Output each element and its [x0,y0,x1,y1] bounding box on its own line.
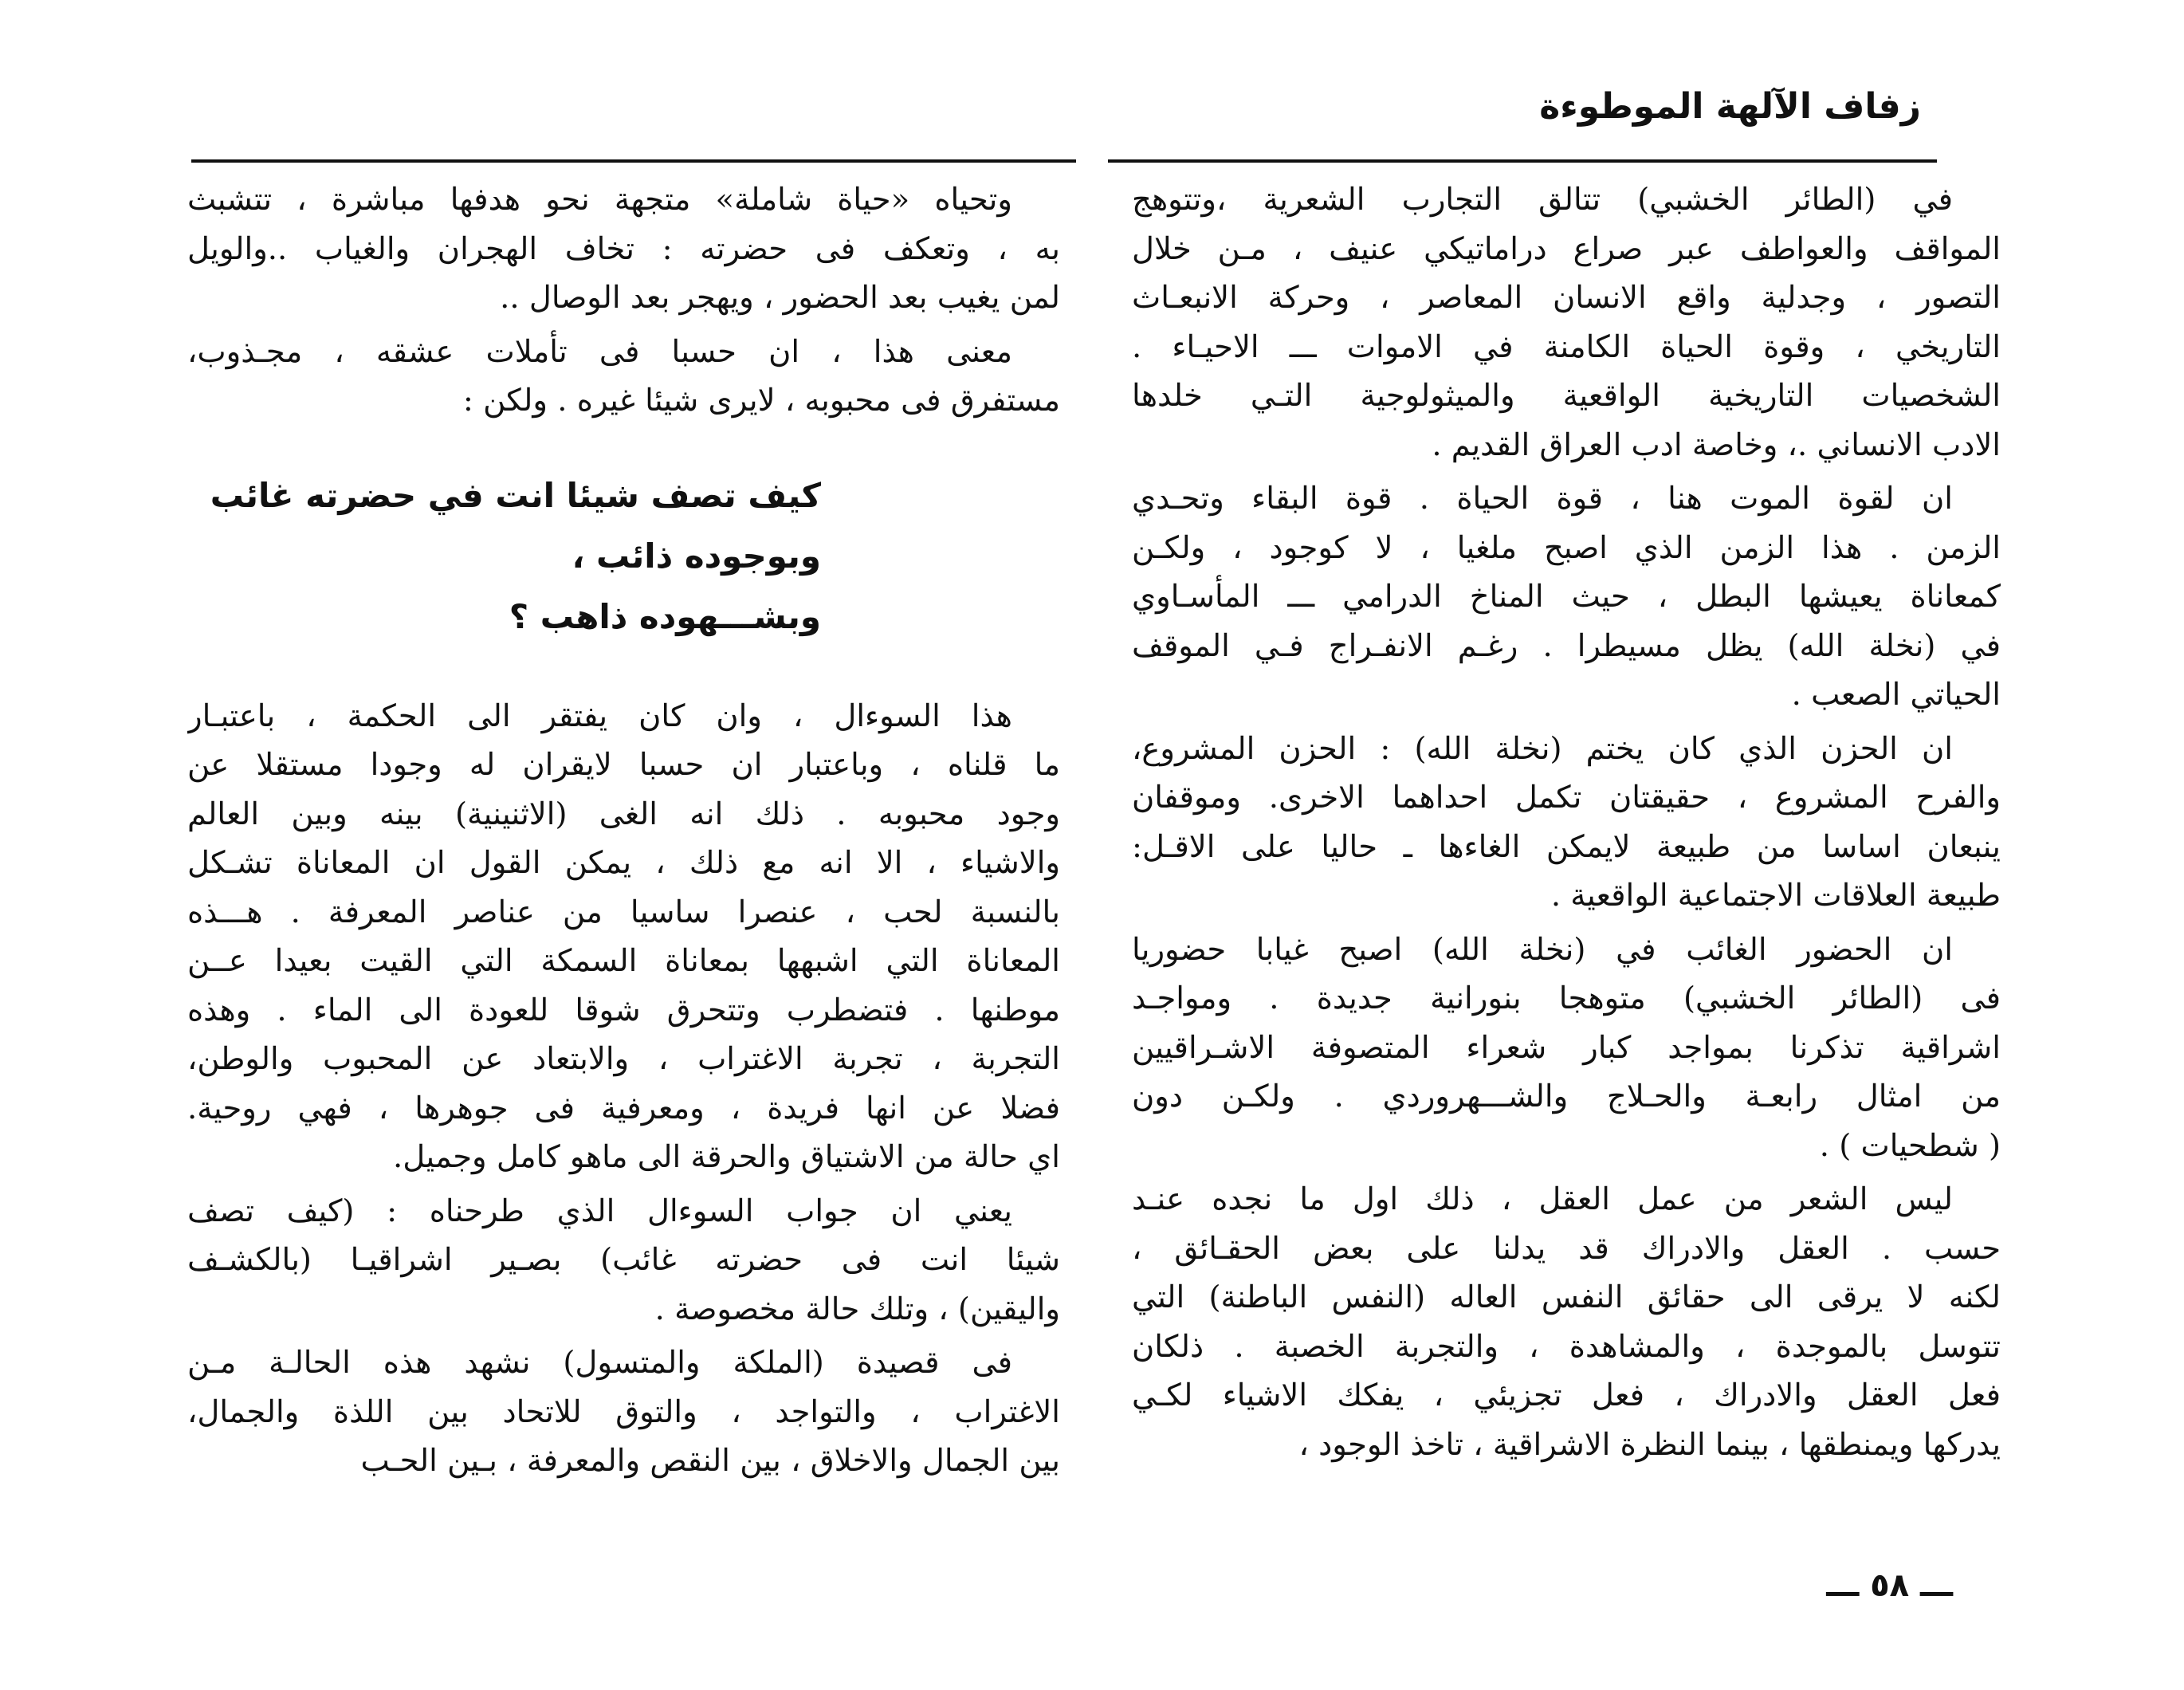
text-line: فعل العقل والادراك ، فعل تجزيئي ، يفكك الاشياء لكـي [1132,1378,2001,1413]
text-line: والفرح المشروع ، حقيقتان تكمل احداهما الاخرى. وموقفان [1132,780,2001,816]
text-line: بالنسبة لحب ، عنصرا ساسيا من عناصر المعرفة . هـــذه [187,894,1060,930]
paragraph [1132,474,2001,720]
text-line: وتحياه «حياة شاملة» متجهة نحو هدفها مباشرة ، تتشبث [187,182,1012,218]
text-line: ( شطحيات ) . [1819,1127,2001,1164]
poem-line: كيف تصف شيئا انت في حضرته غائب [210,475,821,515]
text-line: اي حالة من الاشتياق والحرقة الى ماهو كامل وجميل. [392,1139,1060,1175]
text-line: والاشياء ، الا انه مع ذلك ، يمكن القول ان المعاناة تشـكل [187,845,1060,881]
paragraph [187,1187,1060,1334]
text-line: الشخصيات التاريخية الواقعية والميثولوجية التـي خلدها [1132,378,2001,414]
text-line: المعاناة التي اشبهها بمعاناة السمكة التي القيت بعيدا عــن [187,943,1060,979]
text-line: ان الحزن الذي كان يختم (نخلة الله) : الحزن المشروع، [1132,730,1953,767]
text-line: المواقف والعواطف عبر صراع دراماتيكي عنيف ، مـن خلال [1132,230,2001,267]
paragraph [187,692,1060,1182]
text-line: بين الجمال والاخلاق ، بين النقص والمعرفة ، بـين الحـب [360,1443,1060,1479]
text-line: كمعاناة يعيشها البطل ، حيث المناخ الدرامي ـــ المأسـاوي [1132,579,2001,615]
text-line: لمن يغيب بعد الحضور ، ويهجر بعد الوصال .. [500,280,1060,316]
paragraph [187,328,1060,426]
paragraph [1132,175,2001,470]
text-line: به ، وتعكف فى حضرته : تخاف الهجران والغياب ..والويل [187,230,1060,267]
text-line: فى قصيدة (الملكة والمتسول) نشهد هذه الحالـة مـن [187,1345,1012,1381]
text-line: الادب الانساني .، وخاصة ادب العراق القديم . [1432,426,2001,463]
text-line: الاغتراب ، والتواجد ، والتوق للاتحاد بين اللذة والجمال، [187,1393,1060,1430]
text-line: في (الطائر الخشبي) تتالق التجارب الشعرية ،وتتوهج [1132,182,1953,218]
text-line: هذا السوءال ، وان كان يفتقر الى الحكمة ، باعتبـار [187,698,1012,734]
text-line: التاريخي ، وقوة الحياة الكامنة في الاموات ـــ الاحيـاء . [1132,328,2001,365]
text-line: اشراقية تذكرنا بمواجد كبار شعراء المتصوفة الاشـراقيين [1132,1029,2001,1066]
text-line: موطنها . فتضطرب وتتحرق شوقا للعودة الى الماء . وهذه [187,992,1060,1028]
paragraph [1132,926,2001,1171]
text-line: لكنه لا يرقى الى حقائق النفس العاله (النفس الباطنة) التي [1132,1279,2001,1315]
right-text-column [1132,175,2001,1474]
poem-line: وبشـــهوده ذاهب ؟ [509,596,821,636]
text-line: تتوسل بالموجدة ، والمشاهدة ، والتجربة الخصبة . ذلكان [1132,1328,2001,1365]
text-line: ينبعان اساسا من طبيعة لايمكن الغاءها ـ حاليا على الاقـل: [1132,828,2001,865]
header-rule-right [1108,159,1937,163]
text-line: فى (الطائر الخشبي) متوهجا بنورانية جديدة . ومواجـد [1132,981,2001,1016]
text-line: من امثال رابعـة والحـلاج والشـــهروردي . ولكـن دون [1132,1079,2001,1114]
text-line: التجربة ، تجربة الاغتراب ، والابتعاد عن المحبوب والوطن، [187,1041,1060,1077]
text-line: حسب . العقل والادراك قد يدلنا على بعض الحقـائق ، [1132,1230,2001,1267]
text-line: فضلا عن انها فريدة ، ومعرفية فى جوهرها ، فهي روحية. [187,1090,1060,1126]
text-line: التصور ، وجدلية واقع الانسان المعاصر ، وحركة الانبعـاث [1132,280,2001,316]
page-number: ـــ ٥٨ ـــ [1826,1567,1953,1604]
text-line: الزمن . هذا الزمن الذي اصبح ملغيا ، لا كوجود ، ولكـن [1132,529,2001,566]
poem-line: وبوجوده ذائب ، [572,536,821,576]
text-line: معنى هذا ، ان حسبا فى تأملات عشقه ، مجـذوب، [187,333,1012,370]
text-line: ان الحضور الغائب في (نخلة الله) اصبح غيابا حضوريا [1132,931,1953,968]
text-line: يدركها ويمنطقها ، بينما النظرة الاشراقية ، تاخذ الوجود ، [1298,1426,2001,1463]
text-line: واليقين) ، وتلك حالة مخصوصة . [654,1291,1060,1327]
text-line: ما قلناه ، وباعتبار ان حسبا لايقران له وجودا مستقلا عن [187,747,1060,783]
running-header-title: زفاف الآلهة الموطوءة [1539,86,1921,127]
paragraph [1132,1175,2001,1469]
text-line: يعني ان جواب السوءال الذي طرحناه : (كيف تصف [187,1193,1012,1229]
text-line: شيئا انت فى حضرته غائب) بصـير اشراقيـا (بالكشـف [187,1242,1060,1278]
poem-quote [187,466,1060,647]
text-line: ان لقوة الموت هنا ، قوة الحياة . قوة البقاء وتحـدي [1132,481,1953,517]
header-rule-left [191,159,1076,163]
paragraph [187,1338,1060,1486]
text-line: الحياتي الصعب . [1791,677,2001,713]
text-line: ليس الشعر من عمل العقل ، ذلك اول ما نجده عنـد [1132,1181,1953,1217]
paragraph [1132,725,2001,921]
text-line: في (نخلة الله) يظل مسيطرا . رغـم الانفـراج فـي الموقف [1132,627,2001,664]
paragraph [187,175,1060,323]
text-line: مستفرق فى محبوبه ، لايرى شيئا غيره . ولكن : [462,383,1060,419]
text-line: وجود محبوبه . ذلك انه الغى (الاثنينية) بينه وبين العالم [187,796,1060,832]
left-text-column [187,175,1060,1491]
text-line: طبيعة العلاقات الاجتماعية الواقعية . [1550,878,2001,914]
